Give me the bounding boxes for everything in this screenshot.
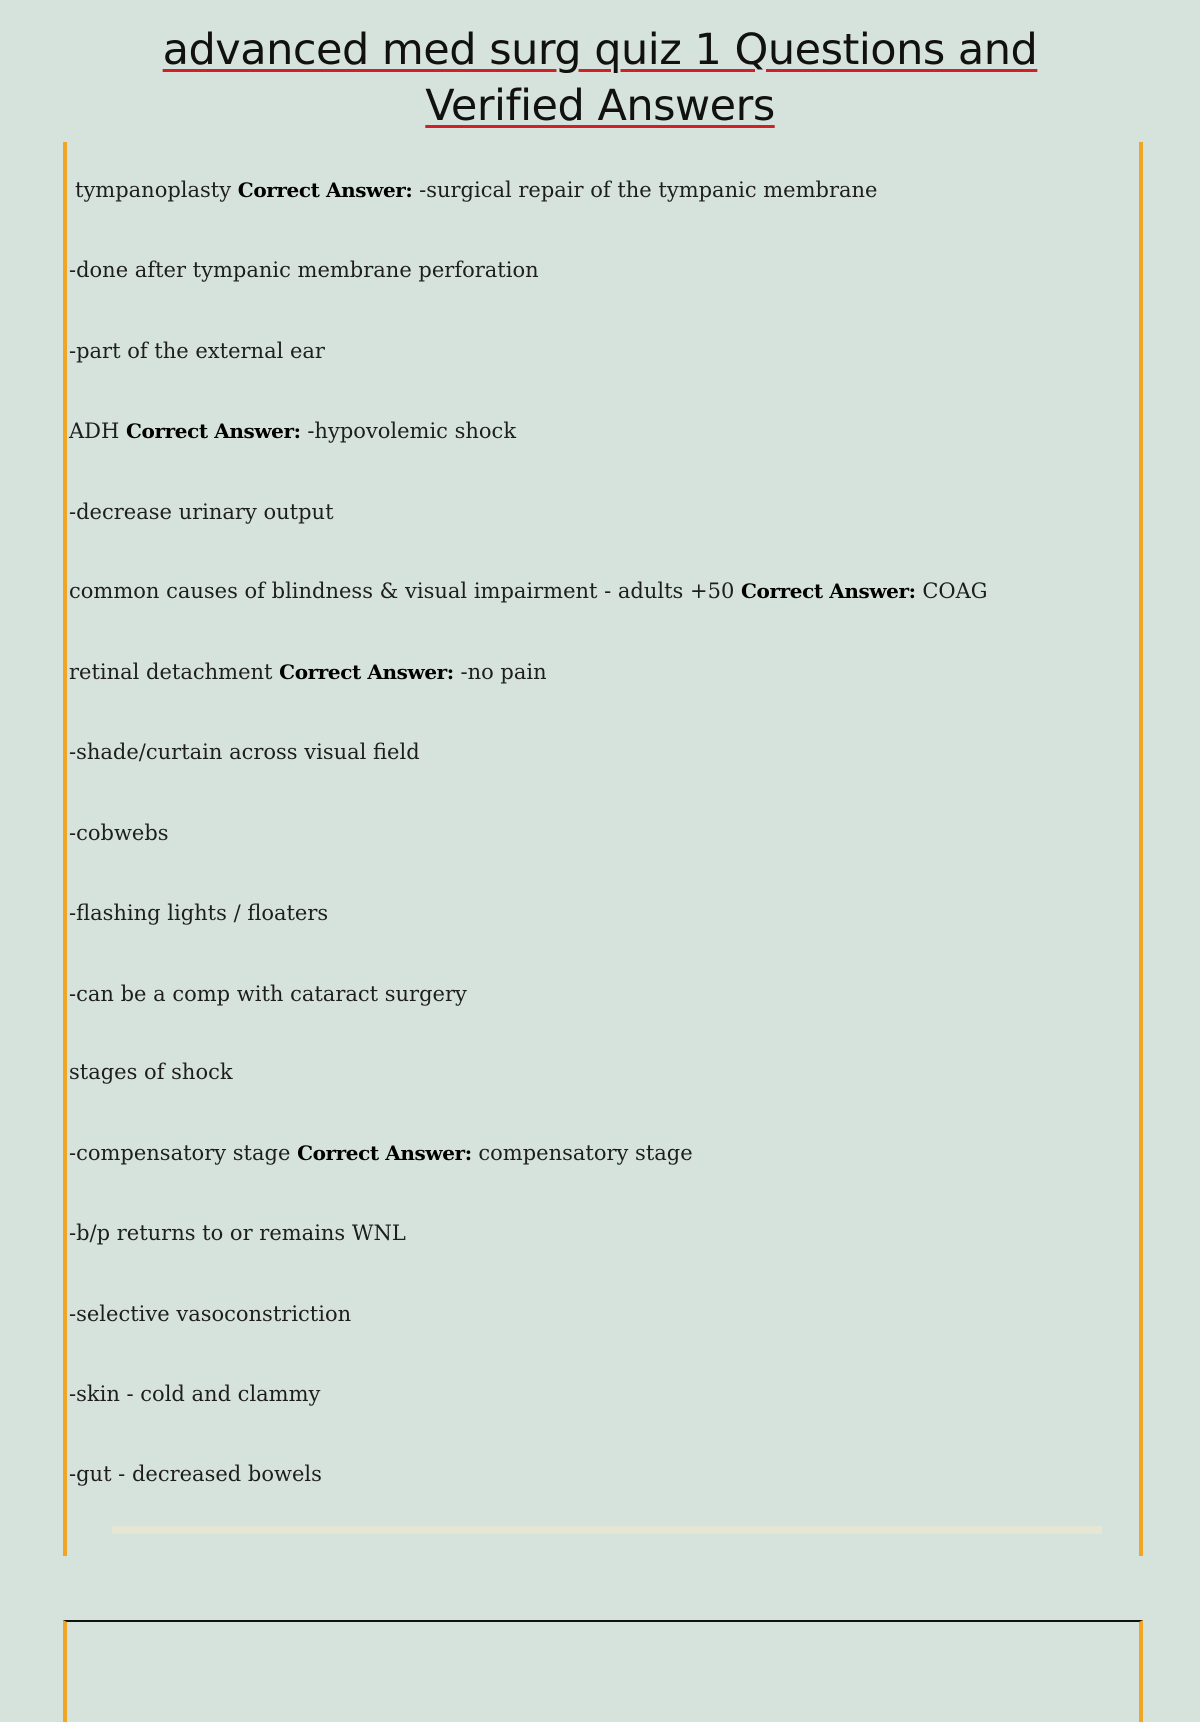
qa-line: -selective vasoconstriction bbox=[69, 1302, 352, 1326]
qa-line: -flashing lights / floaters bbox=[69, 901, 329, 925]
correct-answer-label: Correct Answer: bbox=[126, 419, 301, 443]
qa-line: -gut - decreased bowels bbox=[69, 1462, 322, 1486]
qa-line: stages of shock bbox=[69, 1060, 233, 1084]
title-line-2: Verified Answers bbox=[425, 81, 775, 131]
qa-line: tympanoplasty Correct Answer: -surgical repair of the tympanic membrane bbox=[75, 178, 878, 202]
correct-answer-label: Correct Answer: bbox=[279, 660, 454, 684]
correct-answer-label: Correct Answer: bbox=[297, 1141, 472, 1165]
title-line-1: advanced med surg quiz 1 Questions and bbox=[162, 25, 1038, 75]
qa-line: retinal detachment Correct Answer: -no pain bbox=[69, 660, 547, 684]
correct-answer-label: Correct Answer: bbox=[741, 579, 916, 603]
qa-line: -part of the external ear bbox=[69, 339, 325, 363]
qa-line: -decrease urinary output bbox=[69, 500, 334, 524]
qa-line: -skin - cold and clammy bbox=[69, 1382, 321, 1406]
qa-line: -can be a comp with cataract surgery bbox=[69, 982, 467, 1006]
qa-line: -shade/curtain across visual field bbox=[69, 740, 420, 764]
qa-line: -done after tympanic membrane perforation bbox=[69, 258, 539, 282]
document-title bbox=[0, 22, 1200, 134]
qa-line: common causes of blindness & visual impairment - adults +50 Correct Answer: COAG bbox=[69, 579, 988, 603]
qa-line: -cobwebs bbox=[69, 821, 169, 845]
next-section-box bbox=[63, 1620, 1143, 1722]
correct-answer-label: Correct Answer: bbox=[237, 178, 413, 202]
qa-line: ADH Correct Answer: -hypovolemic shock bbox=[69, 419, 517, 443]
qa-content-box bbox=[63, 142, 1143, 1556]
qa-line: -compensatory stage Correct Answer: compensatory stage bbox=[69, 1141, 693, 1165]
faint-divider bbox=[112, 1526, 1102, 1534]
qa-line: -b/p returns to or remains WNL bbox=[69, 1221, 406, 1245]
